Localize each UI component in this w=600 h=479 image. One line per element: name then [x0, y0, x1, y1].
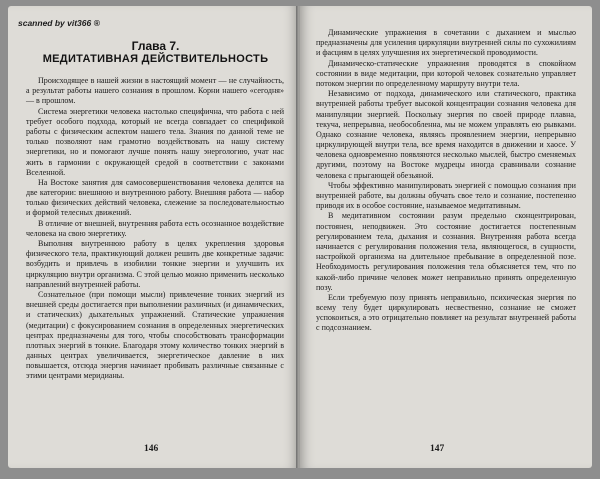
paragraph: На Востоке занятия для самосовершенствования человека делятся на две категории: внешнюю и внутреннюю работу. Внешняя работа — набор только физических действий человека, слежение за последовательностью и формой телесных движений.	[26, 177, 284, 218]
right-page	[300, 6, 592, 468]
paragraph: Динамические упражнения в сочетании с дыханием и мыслью предназначены для усиления циркуляции внутренней силы по сухожилиям и фасциям в целях улучшения их энергетической проводимости.	[316, 28, 576, 58]
paragraph: Сознательное (при помощи мысли) привлечение тонких энергий из внешней среды достигается при выполнении различных (и динамических, и статических) дыхательных упражнений. Статические упражнения (медитации) с фокусированием сознания в определенных энергетических центрах предназначены для того, чтобы способствовать трансформации плотных энергий в тонкие. Благодаря этому количество тонких энергий в данных центрах увеличивается, энергетическое давление в них повышается, отсюда энергия начинает пробивать различные связанные с этими центрами меридианы.	[26, 289, 284, 381]
page-number-left: 146	[144, 444, 159, 454]
paragraph: Происходящее в нашей жизни в настоящий момент — не случайность, а результат работы нашего сознания в прошлом. Корни нашего «сегодня» — в прошлом.	[26, 76, 284, 106]
paragraph: В медитативном состоянии разум предельно сконцентрирован, постоянен, неподвижен. Это состояние достигается постепенным регулированием тела, дыхания и сознания. Внутренняя работа всегда начинается с регулирования положения тела, являющегося, в сущности, настройкой организма на длительное пребывание в определенной позе. Необходимость регулирования положения тела объясняется тем, что по какой-либо причине человек может неправильно принять определенную позу.	[316, 211, 576, 292]
left-page	[8, 6, 298, 468]
paragraph: В отличие от внешней, внутренняя работа есть осознанное воздействие человека на свою энергетику.	[26, 218, 284, 238]
chapter-title: МЕДИТАТИВНАЯ ДЕЙСТВИТЕЛЬНОСТЬ	[42, 53, 269, 65]
right-page-text	[316, 28, 576, 334]
left-page-text	[26, 76, 284, 382]
paragraph: Независимо от подхода, динамического или статического, практика внутренней работы требует высокой концентрации сознания человека для манипуляции энергией. Поскольку энергия по своей природе плавна, текуча, непрерывна, необособленна, мы не можем управлять ею рывками. Однако сознание человека, являясь проявлением энергии, непрерывно циркулирующей внутри тела, все время находится в движении и хаосе. У человека одновременно появляются несколько мыслей, быстро сменяемых другими, поэтому на Востоке мудрецы иногда сравнивали сознание человека с прыгающей обезьяной.	[316, 89, 576, 180]
paragraph: Чтобы эффективно манипулировать энергией с помощью сознания при внутренней работе, вы должны обучать свое тело и сознание, постепенно приводя их в особое состояние, называемое медитативным.	[316, 180, 576, 211]
paragraph: Если требуемую позу принять неправильно, психическая энергия по всему телу будет циркулировать несвественно, сознание не сможет успокоиться, а это отрицательно повлияет на результат внутренней работы с подсознанием.	[316, 292, 576, 333]
scan-watermark: scanned by vit366 ®	[18, 18, 100, 28]
page-number-right: 147	[430, 444, 445, 454]
chapter-number: Глава 7.	[131, 39, 180, 53]
paragraph: Выполняя внутреннюю работу в целях укрепления здоровья физического тела, практикующий должен решить две конкретные задачи: возбудить и привлечь в изобилии тонкие энергии и улучшить их циркуляцию внутри организма. С этой целью можно применить несколько направлений внутренней работы.	[26, 239, 284, 289]
paragraph: Система энергетики человека настолько специфична, что работа с ней требует особого подхода, который не всегда совпадает со спецификой работы с физическим аспектом нашего тела. Знания по данной теме не только позволяют нам грамотно воздействовать на нашу систему энергетики, но и помогают лучше понять нашу энергологию, учат нас жить в гармонии с окружающей средой в соответствии с законами Вселенной.	[26, 106, 284, 177]
paragraph: Динамическо-статические упражнения проводятся в спокойном состоянии в виде медитации, при которой человек сознательно управляет потоком энергии по определенному маршруту внутри тела.	[316, 58, 576, 88]
